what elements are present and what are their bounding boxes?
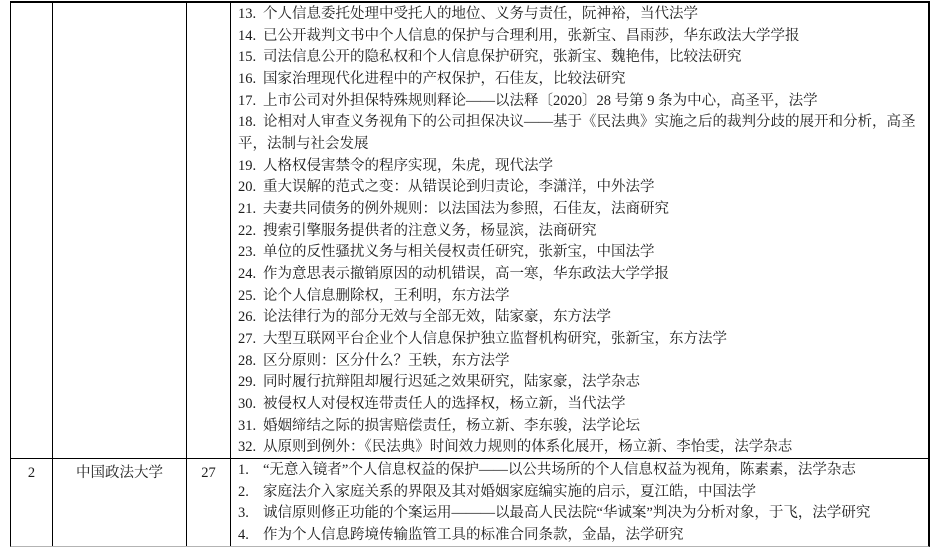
item-number: 16. xyxy=(238,71,257,88)
rank-cell xyxy=(11,3,53,458)
list-item xyxy=(238,199,920,221)
item-number: 21. xyxy=(238,201,257,218)
item-text: 论个人信息删除权，王利明，东方法学 xyxy=(263,287,510,304)
item-text: 重大误解的范式之变：从错误论到归责论，李潇洋，中外法学 xyxy=(263,179,655,196)
item-text: 国家治理现代化进程中的产权保护，石佳友，比较法研究 xyxy=(263,71,626,88)
list-item xyxy=(238,156,920,178)
institution-cell xyxy=(53,3,187,458)
item-text: 婚姻缔结之际的损害赔偿责任，杨立新、李东骏，法学论坛 xyxy=(263,417,640,434)
list-item xyxy=(238,460,920,482)
item-text: 被侵权人对侵权连带责任人的选择权，杨立新，当代法学 xyxy=(263,396,626,413)
rank-cell: 2 xyxy=(11,459,53,546)
table-row-continued xyxy=(11,3,928,459)
item-text: 大型互联网平台企业个人信息保护独立监督机构研究，张新宝，东方法学 xyxy=(263,331,727,348)
list-item xyxy=(238,437,920,458)
list-item xyxy=(238,307,920,329)
list-item xyxy=(238,26,920,48)
item-number: 25. xyxy=(238,287,257,304)
articles-cell xyxy=(231,3,928,458)
item-text: 夫妻共同债务的例外规则：以法国法为参照，石佳友，法商研究 xyxy=(263,201,669,218)
item-number: 15. xyxy=(238,49,257,66)
item-number: 29. xyxy=(238,374,257,391)
item-number: 2. xyxy=(238,483,249,500)
item-number: 18. xyxy=(238,114,257,131)
item-text: 同时履行抗辩阻却履行迟延之效果研究，陆家豪，法学杂志 xyxy=(263,374,640,391)
list-item xyxy=(238,242,920,264)
item-text: 从原则到例外：《民法典》时间效力规则的体系化展开，杨立新、李怡雯，法学杂志 xyxy=(263,439,793,456)
articles-cell xyxy=(231,459,928,546)
list-item xyxy=(238,329,920,351)
item-number: 20. xyxy=(238,179,257,196)
list-item xyxy=(238,286,920,308)
list-item xyxy=(238,69,920,91)
item-text: 论相对人审查义务视角下的公司担保决议——基于《民法典》实施之后的裁判分歧的展开和分析，高圣平，法制与社会发展 xyxy=(238,114,916,153)
item-number: 4. xyxy=(238,527,249,544)
count-cell xyxy=(187,3,231,458)
list-item xyxy=(238,525,920,546)
item-number: 1. xyxy=(238,462,249,478)
item-text: 司法信息公开的隐私权和个人信息保护研究，张新宝、魏艳伟，比较法研究 xyxy=(263,49,742,66)
list-item xyxy=(238,91,920,113)
ranking-table xyxy=(10,1,930,547)
item-number: 14. xyxy=(238,27,257,44)
list-item xyxy=(238,177,920,199)
list-item xyxy=(238,394,920,416)
item-text: 作为个人信息跨境传输监管工具的标准合同条款，金晶，法学研究 xyxy=(263,527,684,544)
item-number: 23. xyxy=(238,244,257,261)
item-text: 搜索引擎服务提供者的注意义务，杨显滨，法商研究 xyxy=(263,222,597,239)
item-text: 人格权侵害禁令的程序实现，朱虎，现代法学 xyxy=(263,157,553,174)
item-text: 家庭法介入家庭关系的界限及其对婚姻家庭编实施的启示，夏江皓，中国法学 xyxy=(263,483,756,500)
list-item xyxy=(238,47,920,69)
list-item xyxy=(238,221,920,243)
item-number: 26. xyxy=(238,309,257,326)
item-text: 诚信原则修正功能的个案运用———以最高人民法院“华诚案”判决为分析对象，于飞，法学研究 xyxy=(263,505,871,522)
item-text: “无意入镜者”个人信息权益的保护——以公共场所的个人信息权益为视角，陈素素，法学杂志 xyxy=(263,462,856,478)
list-item xyxy=(238,351,920,373)
item-number: 22. xyxy=(238,222,257,239)
list-item xyxy=(238,264,920,286)
item-text: 区分原则：区分什么？王轶，东方法学 xyxy=(263,352,510,369)
item-text: 单位的反性骚扰义务与相关侵权责任研究，张新宝，中国法学 xyxy=(263,244,655,261)
count-cell: 27 xyxy=(187,459,231,546)
list-item xyxy=(238,416,920,438)
item-number: 19. xyxy=(238,157,257,174)
institution-cell: 中国政法大学 xyxy=(53,459,187,546)
list-item xyxy=(238,503,920,525)
item-number: 32. xyxy=(238,439,257,456)
item-text: 论法律行为的部分无效与全部无效，陆家豪，东方法学 xyxy=(263,309,611,326)
item-text: 个人信息委托处理中受托人的地位、义务与责任，阮神裕，当代法学 xyxy=(263,6,698,22)
item-text: 作为意思表示撤销原因的动机错误，高一寒，华东政法大学学报 xyxy=(263,266,669,283)
list-item xyxy=(238,4,920,26)
item-number: 31. xyxy=(238,417,257,434)
table-row xyxy=(11,459,928,546)
item-number: 13. xyxy=(238,6,257,22)
item-number: 3. xyxy=(238,505,249,522)
item-text: 上市公司对外担保特殊规则释论——以法释〔2020〕28 号第 9 条为中心，高圣平，法学 xyxy=(263,92,818,109)
item-number: 24. xyxy=(238,266,257,283)
item-number: 27. xyxy=(238,331,257,348)
list-item xyxy=(238,372,920,394)
item-number: 17. xyxy=(238,92,257,109)
item-number: 30. xyxy=(238,396,257,413)
item-number: 28. xyxy=(238,352,257,369)
list-item xyxy=(238,112,920,155)
item-text: 已公开裁判文书中个人信息的保护与合理利用，张新宝、昌雨莎，华东政法大学学报 xyxy=(263,27,800,44)
list-item xyxy=(238,482,920,504)
